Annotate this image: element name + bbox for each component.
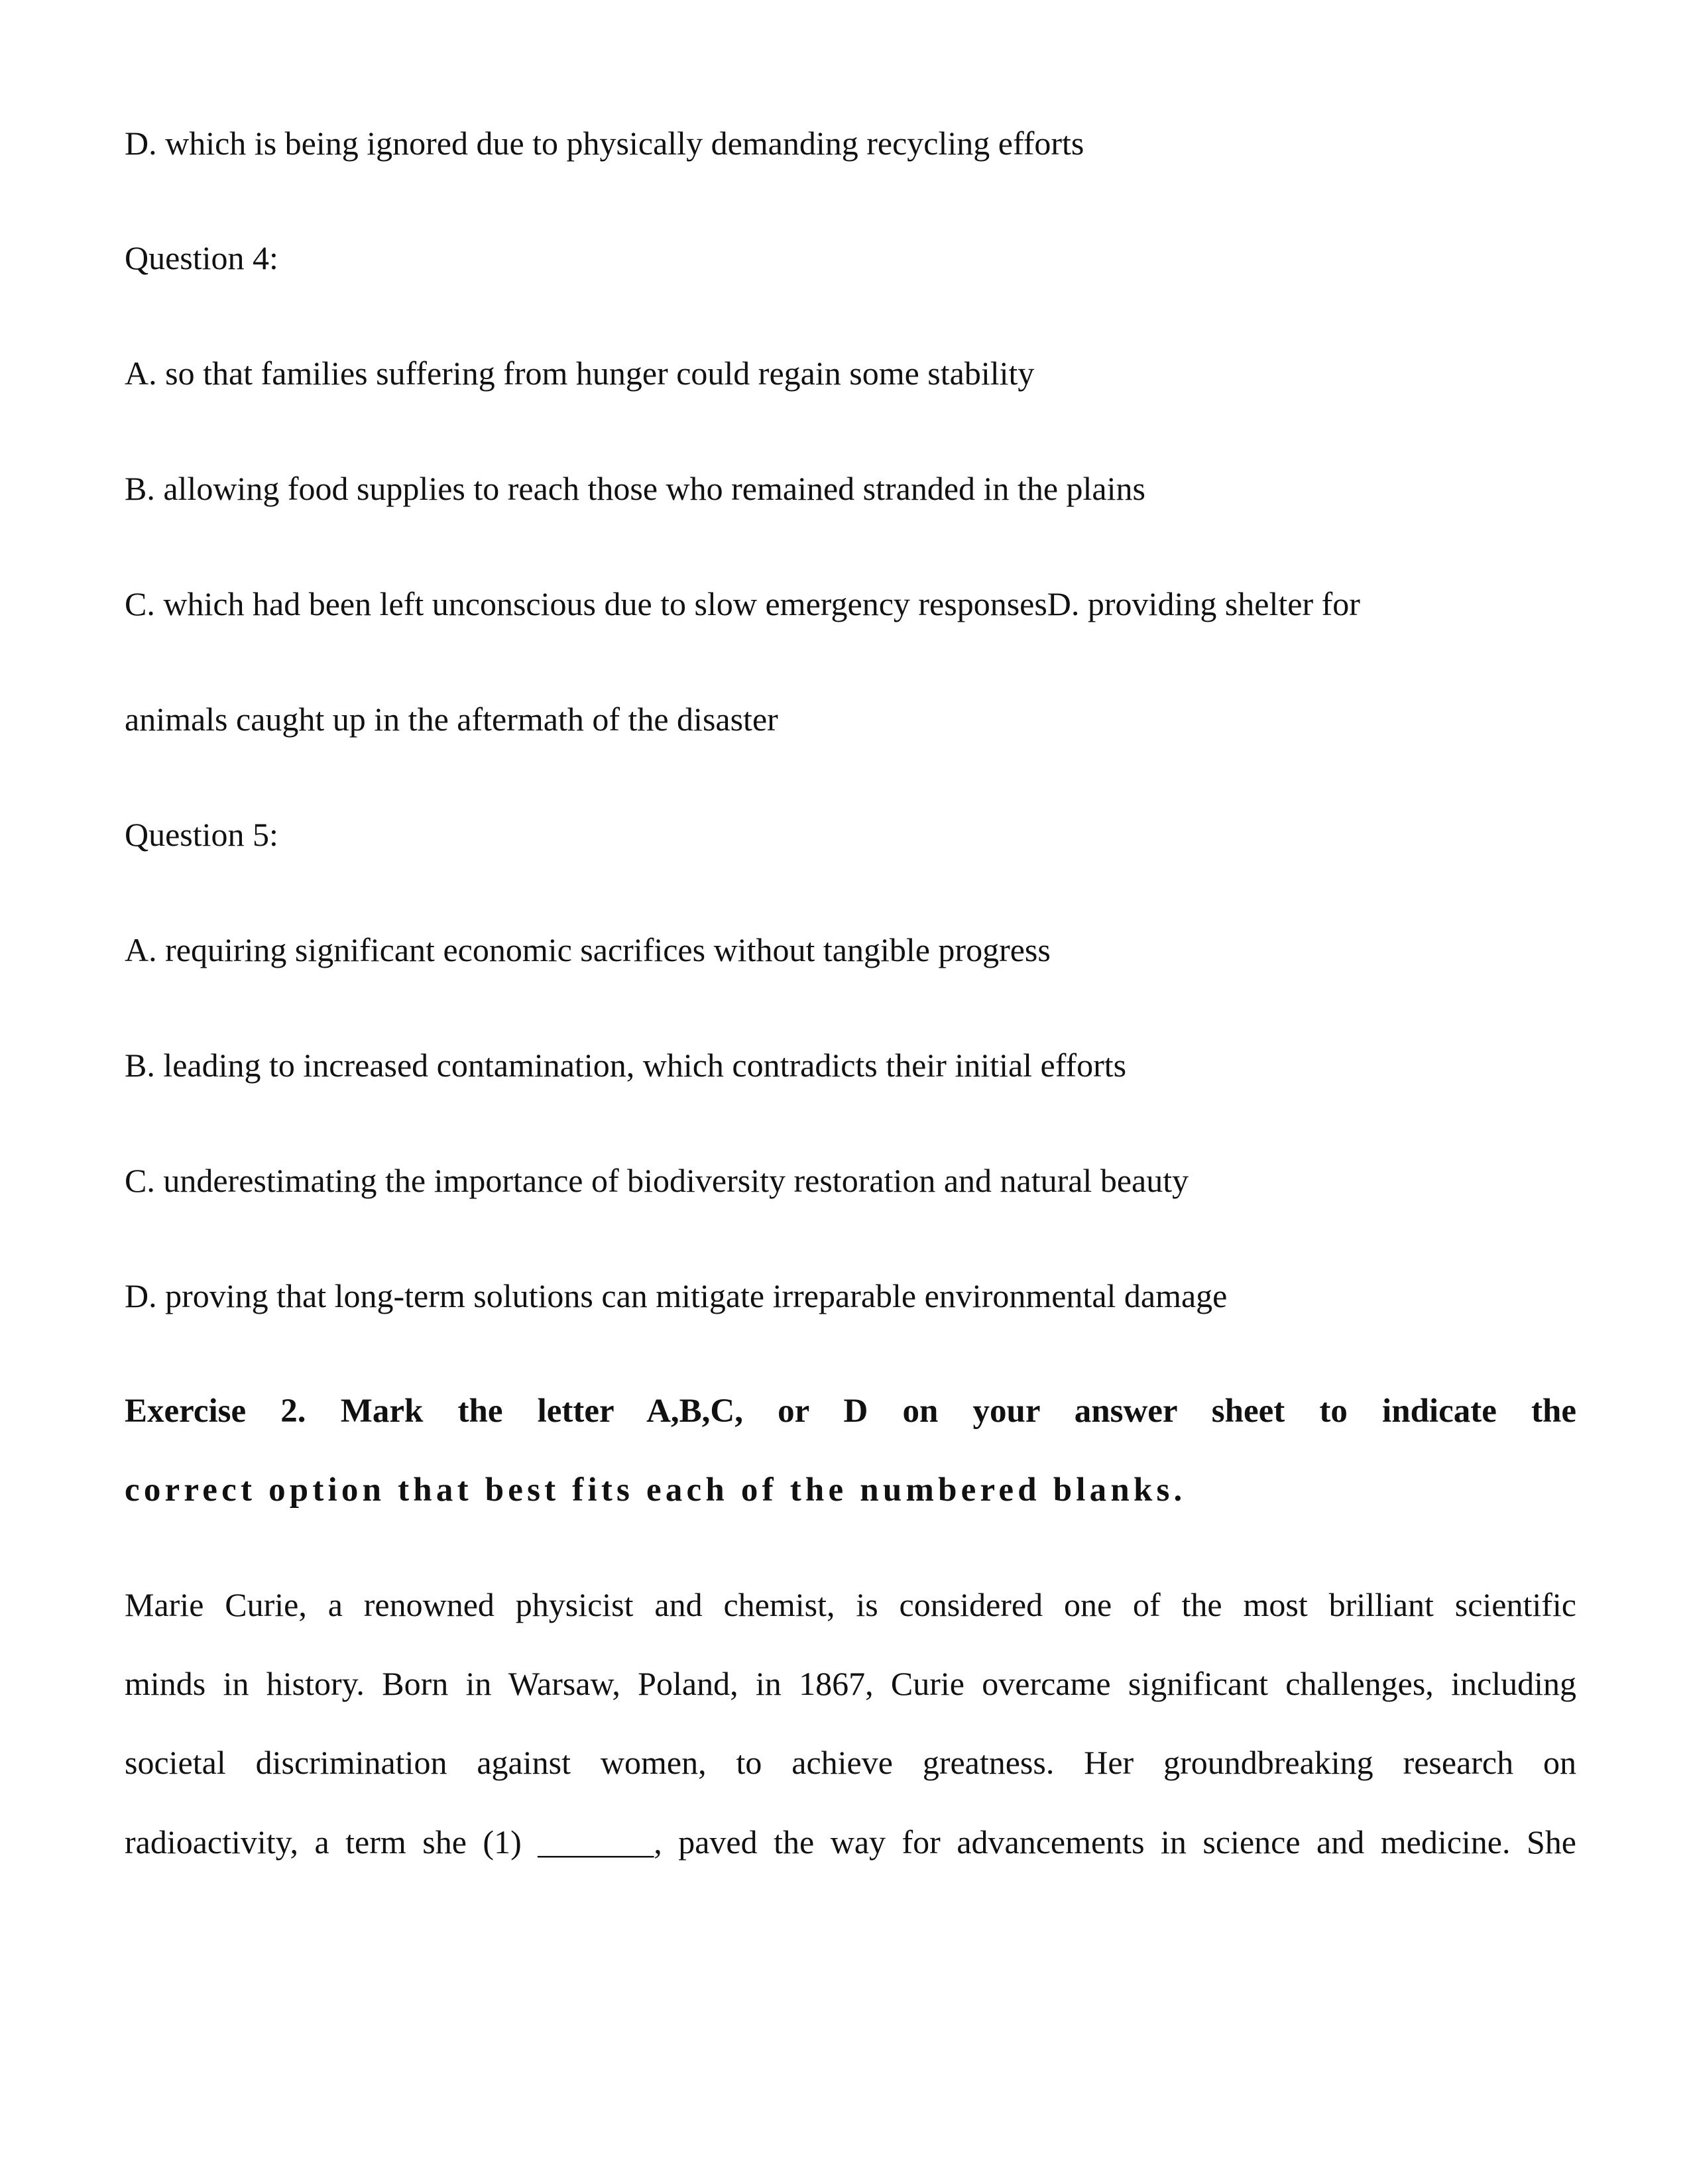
exercise2-instruction-line2: correct option that best fits each of the numbered blanks. — [125, 1471, 1187, 1509]
passage-line: societal discrimination against women, to achieve greatness. Her groundbreaking research on — [125, 1744, 1576, 1781]
question4-option-b: B. allowing food supplies to reach those who remained stranded in the plains — [125, 470, 1145, 507]
passage-line: radioactivity, a term she (1) _______, paved the way for advancements in science and medicine. She — [125, 1823, 1576, 1861]
question5-option-c: C. underestimating the importance of biodiversity restoration and natural beauty — [125, 1162, 1189, 1199]
exercise2-instruction-line1: Exercise 2. Mark the letter A,B,C, or D on your answer sheet to indicate the — [125, 1393, 1576, 1430]
question5-heading: Question 5: — [125, 816, 278, 853]
question3-option-d: D. which is being ignored due to physically demanding recycling efforts — [125, 125, 1084, 162]
question5-option-a: A. requiring significant economic sacrifices without tangible progress — [125, 931, 1051, 968]
question4-option-a: A. so that families suffering from hunger could regain some stability — [125, 355, 1035, 392]
question4-heading: Question 4: — [125, 239, 278, 276]
question5-option-d: D. proving that long-term solutions can mitigate irreparable environmental damage — [125, 1277, 1228, 1314]
passage-line: Marie Curie, a renowned physicist and chemist, is considered one of the most brilliant scientific — [125, 1586, 1576, 1623]
question4-option-c-line2: animals caught up in the aftermath of the disaster — [125, 701, 778, 738]
question5-option-b: B. leading to increased contamination, which contradicts their initial efforts — [125, 1047, 1127, 1084]
passage-line: minds in history. Born in Warsaw, Poland, in 1867, Curie overcame significant challenges, including — [125, 1665, 1576, 1702]
question4-option-c-line1: C. which had been left unconscious due to slow emergency responsesD. providing shelter for — [125, 585, 1360, 622]
